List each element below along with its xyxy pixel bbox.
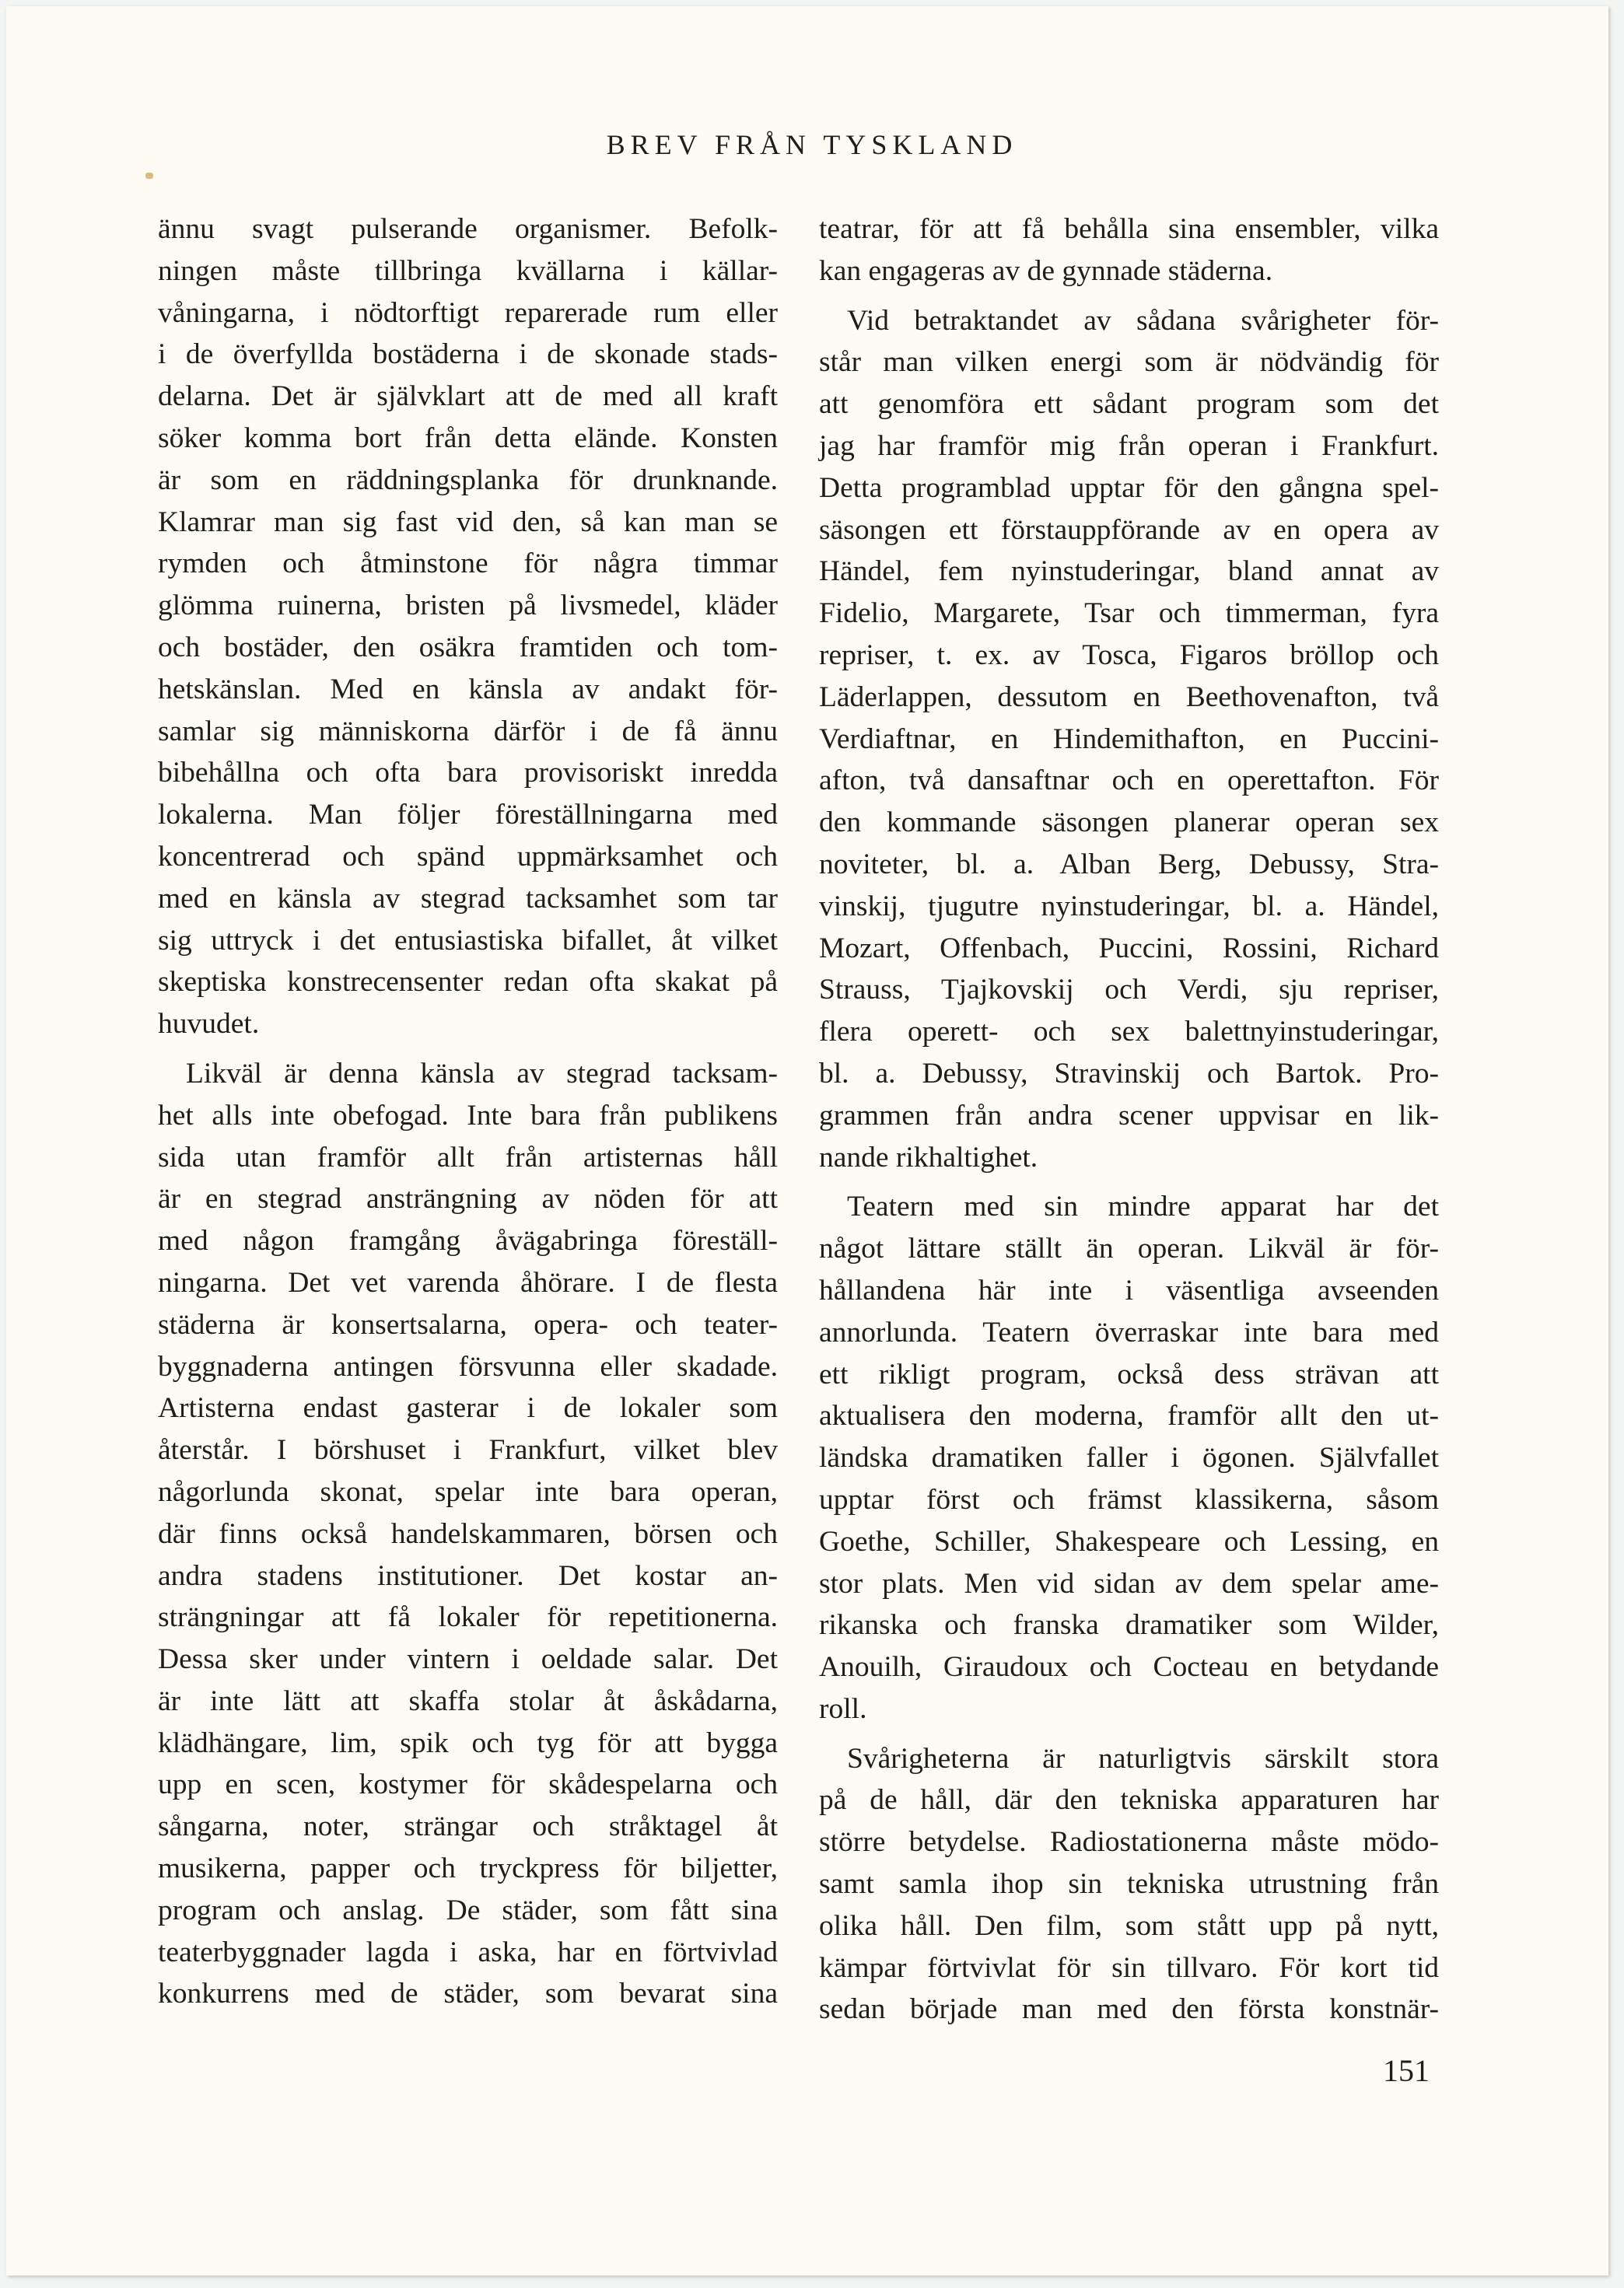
paragraph-gap (819, 1178, 1439, 1186)
running-head: BREV FRÅN TYSKLAND (606, 129, 1018, 160)
text-line: Strauss, Tjajkovskij och Verdi, sju repriser, (819, 974, 1439, 1006)
text-line: återstår. I börshuset i Frankfurt, vilket blev (158, 1434, 778, 1467)
text-line: musikerna, papper och tryckpress för biljetter, (158, 1852, 778, 1885)
text-line: Klamrar man sig fast vid den, så kan man se (158, 506, 778, 538)
text-line: sångarna, noter, strängar och stråktagel åt (158, 1810, 778, 1843)
text-line: koncentrerad och spänd uppmärksamhet och (158, 840, 778, 873)
text-line: Fidelio, Margarete, Tsar och timmerman, fyra (819, 597, 1439, 630)
page-number: 151 (1383, 2053, 1430, 2088)
text-line: noviteter, bl. a. Alban Berg, Debussy, Stra- (819, 848, 1439, 880)
text-line: glömma ruinerna, bristen på livsmedel, kläder (158, 589, 778, 622)
text-line: nande rikhaltighet. (819, 1141, 1038, 1174)
text-line: skeptiska konstrecensenter redan ofta skakat på (158, 966, 778, 999)
text-line: program och anslag. De städer, som fått sina (158, 1894, 778, 1926)
text-line: där finns också handelskammaren, börsen och (158, 1517, 778, 1550)
text-line: är en stegrad ansträngning av nöden för att (158, 1183, 778, 1216)
text-line: rymden och åtminstone för några timmar (158, 548, 778, 580)
text-line: ningen måste tillbringa kvällarna i källar- (158, 254, 778, 287)
text-line: den kommande säsongen planerar operan sex (819, 806, 1439, 839)
text-line: annorlunda. Teatern överraskar inte bara med (819, 1316, 1439, 1349)
text-line: hållandena här inte i väsentliga avseenden (819, 1274, 1439, 1307)
text-line: sedan började man med den första konstnär- (819, 1993, 1439, 2026)
text-line: att genomföra ett sådant program som det (819, 388, 1439, 421)
text-line: upptar först och främst klassikerna, såsom (819, 1483, 1439, 1516)
text-line: Verdiaftnar, en Hindemithafton, en Puccini- (819, 722, 1439, 755)
text-line: Teatern med sin mindre apparat har det (847, 1191, 1439, 1223)
text-line: ningarna. Det vet varenda åhörare. I de flesta (158, 1266, 778, 1299)
paragraph-gap (819, 292, 1439, 300)
text-line: Mozart, Offenbach, Puccini, Rossini, Richard (819, 932, 1439, 964)
text-line: samlar sig människorna därför i de få ännu (158, 715, 778, 747)
text-line: något lättare ställt än operan. Likväl är för- (819, 1233, 1439, 1265)
text-line: Vid betraktandet av sådana svårigheter för- (847, 304, 1439, 337)
paragraph-gap (158, 1045, 778, 1053)
text-line: ännu svagt pulserande organismer. Befolk- (158, 213, 778, 245)
text-line: säsongen ett förstauppförande av en opera av (819, 513, 1439, 546)
text-line: sig uttryck i det entusiastiska bifallet, åt vilket (158, 924, 778, 957)
text-line: bl. a. Debussy, Stravinskij och Bartok. Pro- (819, 1057, 1439, 1090)
text-line: klädhängare, lim, spik och tyg för att bygga (158, 1726, 778, 1759)
text-line: teaterbyggnader lagda i aska, har en förtvivlad (158, 1936, 778, 1968)
text-line: med någon framgång åvägabringa föreställ- (158, 1225, 778, 1258)
text-line: Goethe, Schiller, Shakespeare och Lessing, en (819, 1525, 1439, 1558)
left-text-column (158, 208, 778, 2015)
right-text-column (819, 208, 1439, 2031)
text-line: olika håll. Den film, som stått upp på nytt, (819, 1909, 1439, 1942)
text-line: konkurrens med de städer, som bevarat sina (158, 1978, 778, 2010)
text-line: ett rikligt program, också dess strävan att (819, 1358, 1439, 1391)
text-line: våningarna, i nödtorftigt reparerade rum eller (158, 296, 778, 329)
text-line: upp en scen, kostymer för skådespelarna och (158, 1768, 778, 1801)
text-line: ländska dramatiken faller i ögonen. Självfallet (819, 1442, 1439, 1475)
ink-spot-mark (145, 173, 153, 179)
text-line: repriser, t. ex. av Tosca, Figaros bröllop och (819, 638, 1439, 671)
text-line: delarna. Det är självklart att de med all kraft (158, 380, 778, 413)
text-line: söker komma bort från detta elände. Konsten (158, 422, 778, 454)
text-line: Artisterna endast gasterar i de lokaler som (158, 1392, 778, 1425)
text-line: huvudet. (158, 1008, 260, 1041)
text-line: större betydelse. Radiostationerna måste mödo- (819, 1826, 1439, 1859)
text-line: lokalerna. Man följer föreställningarna med (158, 799, 778, 831)
text-line: Detta programblad upptar för den gångna spel- (819, 471, 1439, 504)
text-line: bibehållna och ofta bara provisoriskt inredda (158, 757, 778, 789)
text-line: Anouilh, Giraudoux och Cocteau en betydande (819, 1651, 1439, 1684)
text-line: och bostäder, den osäkra framtiden och tom- (158, 631, 778, 663)
text-line: sida utan framför allt från artisternas håll (158, 1141, 778, 1174)
text-line: kämpar förtvivlat för sin tillvaro. För kort tid (819, 1951, 1439, 1984)
text-line: Dessa sker under vintern i oeldade salar. Det (158, 1643, 778, 1676)
text-line: samt samla ihop sin tekniska utrustning från (819, 1868, 1439, 1901)
text-line: strängningar att få lokaler för repetitionerna. (158, 1601, 778, 1634)
text-line: teatrar, för att få behålla sina ensembler, vilka (819, 213, 1439, 245)
text-line: afton, två dansaftnar och en operettafton. För (819, 764, 1439, 797)
text-line: med en känsla av stegrad tacksamhet som tar (158, 882, 778, 915)
text-line: någorlunda skonat, spelar inte bara operan, (158, 1475, 778, 1508)
text-line: Läderlappen, dessutom en Beethovenafton, två (819, 680, 1439, 713)
text-line: het alls inte obefogad. Inte bara från publikens (158, 1099, 778, 1132)
text-line: roll. (819, 1692, 867, 1725)
paragraph-gap (819, 1730, 1439, 1738)
text-line: vinskij, tjugutre nyinstuderingar, bl. a. Händel, (819, 890, 1439, 922)
text-line: rikanska och franska dramatiker som Wilder, (819, 1609, 1439, 1642)
text-line: kan engageras av de gynnade städerna. (819, 254, 1273, 287)
text-line: i de överfyllda bostäderna i de skonade stads- (158, 338, 778, 371)
text-line: andra stadens institutioner. Det kostar an- (158, 1559, 778, 1592)
text-line: hetskänslan. Med en känsla av andakt för- (158, 673, 778, 705)
text-line: stor plats. Men vid sidan av dem spelar ame- (819, 1567, 1439, 1600)
text-line: jag har framför mig från operan i Frankfurt. (819, 429, 1439, 462)
text-line: Likväl är denna känsla av stegrad tacksam- (186, 1057, 778, 1090)
text-line: byggnaderna antingen försvunna eller skadade. (158, 1350, 778, 1383)
text-line: flera operett- och sex balettnyinstuderingar, (819, 1016, 1439, 1048)
text-line: på de håll, där den tekniska apparaturen har (819, 1784, 1439, 1817)
text-line: grammen från andra scener uppvisar en lik- (819, 1099, 1439, 1132)
text-line: städerna är konsertsalarna, opera- och teater- (158, 1308, 778, 1341)
text-line: aktualisera den moderna, framför allt den ut- (819, 1400, 1439, 1433)
text-line: är inte lätt att skaffa stolar åt åskådarna, (158, 1685, 778, 1717)
text-line: Händel, fem nyinstuderingar, bland annat av (819, 555, 1439, 588)
text-line: Svårigheterna är naturligtvis särskilt stora (847, 1742, 1439, 1775)
text-line: är som en räddningsplanka för drunknande. (158, 464, 778, 496)
text-line: står man vilken energi som är nödvändig för (819, 346, 1439, 379)
